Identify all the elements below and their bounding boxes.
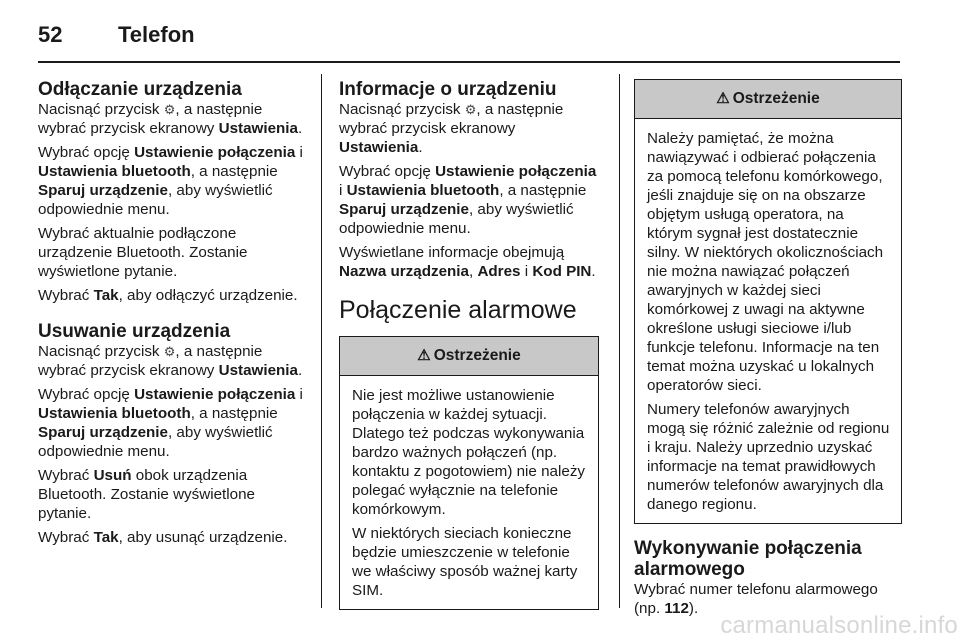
settings-key-icon: ⚙ bbox=[163, 102, 176, 117]
paragraph: Wybrać Tak, aby odłączyć urządzenie. bbox=[38, 287, 298, 304]
warning-triangle-icon: ⚠ bbox=[716, 90, 730, 107]
paragraph: Nie jest możliwe ustanowienie połączenia w każdej sytuacji. Dlatego też podczas wykonywania bardzo ważnych połączeń (np. kontaktu z pogotowiem) nie należy polegać wyłącznie na telefonie komórkowym. bbox=[352, 387, 586, 518]
warning-box bbox=[634, 79, 902, 524]
paragraph: Wybrać numer telefonu alarmowego (np. 112). bbox=[634, 581, 878, 617]
section-heading: Odłączanie urządzenia bbox=[38, 79, 242, 100]
section-heading: Wykonywanie połączenia alarmowego bbox=[634, 538, 862, 580]
paragraph: Nacisnąć przycisk ⚙, a następnie wybrać przycisk ekranowy Ustawienia. bbox=[339, 101, 564, 156]
section-heading: Informacje o urządzeniu bbox=[339, 79, 557, 100]
column-divider-2 bbox=[619, 74, 620, 608]
warning-triangle-icon: ⚠ bbox=[417, 347, 431, 364]
page-number: 52 bbox=[38, 22, 63, 47]
paragraph: Wybrać opcję Ustawienie połączenia i Ustawienia bluetooth, a następnie Sparuj urządzenie, aby wyświetlić odpowiednie menu. bbox=[38, 144, 303, 218]
watermark: carmanualsonline.info bbox=[720, 612, 958, 639]
settings-key-icon: ⚙ bbox=[163, 344, 176, 359]
header-rule bbox=[38, 61, 900, 63]
warning-header: ⚠ Ostrzeżenie bbox=[635, 80, 901, 119]
page-title: Telefon bbox=[118, 22, 195, 47]
paragraph: Należy pamiętać, że można nawiązywać i odbierać połączenia za pomocą telefonu komórkowego, jeśli znajduje się on na obszarze objętym usługą operatora, na którym sygnał jest dostatecznie silny. W niektórych okolicznościach nie można nawiązać połączeń awaryjnych w każdej sieci komórkowej z uwagi na aktywne określone usługi sieciowe i/lub funkcje telefonu. Informacje na ten temat można uzyskać u lokalnych operatorów sieci. bbox=[647, 130, 884, 394]
paragraph: Wybrać Tak, aby usunąć urządzenie. bbox=[38, 529, 288, 546]
paragraph: Wybrać opcję Ustawienie połączenia i Ustawienia bluetooth, a następnie Sparuj urządzenie, aby wyświetlić odpowiednie menu. bbox=[339, 163, 597, 237]
paragraph: Nacisnąć przycisk ⚙, a następnie wybrać przycisk ekranowy Ustawienia. bbox=[38, 343, 303, 379]
warning-body bbox=[635, 119, 901, 523]
left-column bbox=[38, 79, 310, 552]
right-column bbox=[634, 79, 906, 623]
column-divider-1 bbox=[321, 74, 322, 608]
paragraph: Wybrać opcję Ustawienie połączenia i Ustawienia bluetooth, a następnie Sparuj urządzenie, aby wyświetlić odpowiednie menu. bbox=[38, 386, 303, 460]
section-heading-large: Połączenie alarmowe bbox=[339, 296, 577, 324]
middle-column bbox=[339, 79, 601, 610]
warning-header: ⚠ Ostrzeżenie bbox=[340, 337, 598, 376]
paragraph: Nacisnąć przycisk ⚙, a następnie wybrać przycisk ekranowy Ustawienia. bbox=[38, 101, 303, 137]
paragraph: W niektórych sieciach konieczne będzie umieszczenie w telefonie we właściwy sposób ważnej karty SIM. bbox=[352, 525, 578, 599]
settings-key-icon: ⚙ bbox=[464, 102, 477, 117]
paragraph: Wybrać Usuń obok urządzenia Bluetooth. Zostanie wyświetlone pytanie. bbox=[38, 467, 255, 522]
paragraph: Wyświetlane informacje obejmują Nazwa urządzenia, Adres i Kod PIN. bbox=[339, 244, 596, 280]
paragraph: Numery telefonów awaryjnych mogą się różnić zależnie od regionu i kraju. Należy uprzednio uzyskać informacje na temat prawidłowych numerów telefonów awaryjnych dla danego regionu. bbox=[647, 401, 890, 513]
paragraph: Wybrać aktualnie podłączone urządzenie Bluetooth. Zostanie wyświetlone pytanie. bbox=[38, 225, 248, 280]
section-heading: Usuwanie urządzenia bbox=[38, 321, 231, 342]
warning-box bbox=[339, 336, 599, 610]
warning-body bbox=[340, 376, 598, 609]
